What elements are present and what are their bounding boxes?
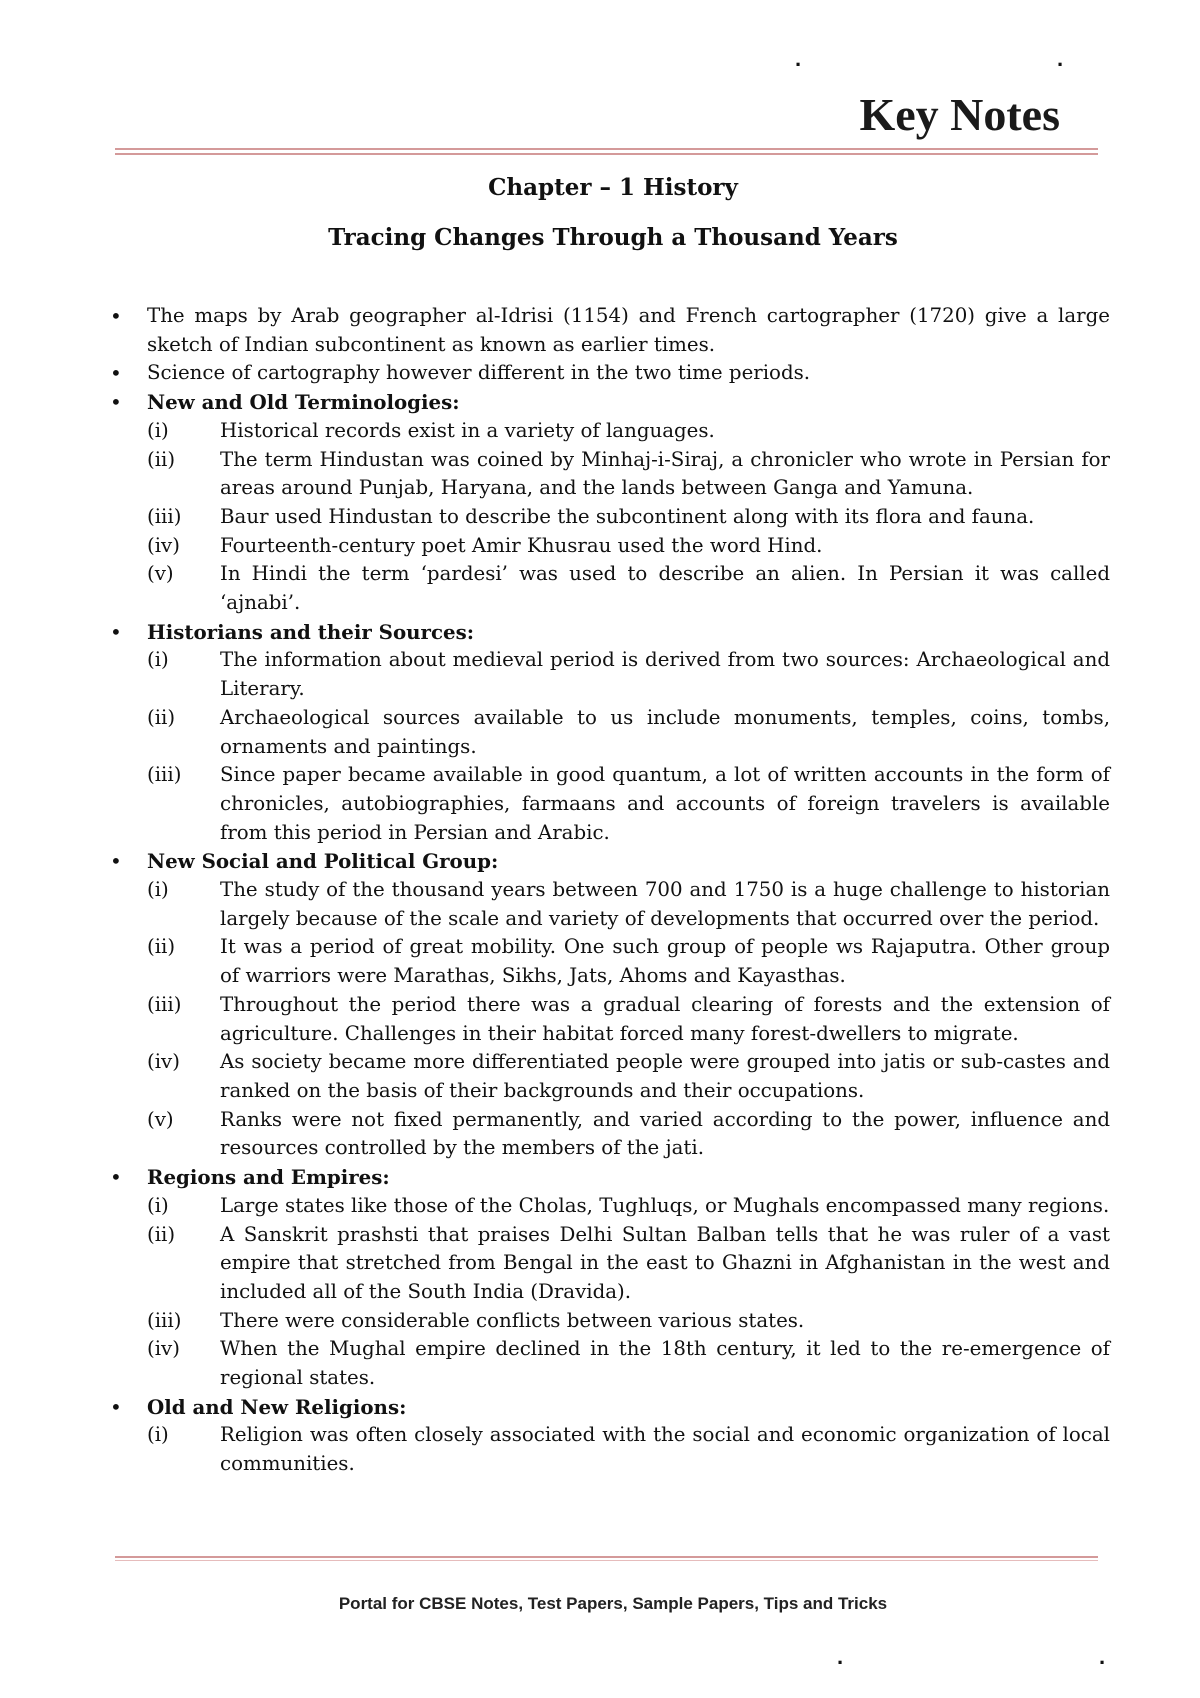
bullet-list bbox=[110, 1393, 1110, 1422]
item-text: When the Mughal empire declined in the 18th century, it led to the re-emergence of regional states. bbox=[220, 1337, 1110, 1390]
item-text: Throughout the period there was a gradual clearing of forests and the extension of agriculture. Challenges in their habitat forced many forest-dwellers to migrate. bbox=[220, 992, 1110, 1045]
page-footer: Portal for CBSE Notes, Test Papers, Sample Papers, Tips and Tricks bbox=[338, 1594, 888, 1613]
list-item bbox=[147, 1106, 1110, 1163]
item-number: (ii) bbox=[147, 1222, 176, 1246]
bullet-section bbox=[110, 1393, 1110, 1422]
list-item bbox=[147, 1192, 1110, 1221]
header-divider bbox=[115, 148, 1098, 155]
item-text: Historical records exist in a variety of languages. bbox=[220, 418, 715, 442]
bullet-icon: • bbox=[110, 619, 122, 644]
decorative-dot: . bbox=[837, 1644, 844, 1669]
list-item bbox=[147, 1048, 1110, 1105]
item-number: (iii) bbox=[147, 504, 182, 528]
item-text: Fourteenth-century poet Amir Khusrau used the word Hind. bbox=[220, 533, 823, 557]
bullet-section bbox=[110, 618, 1110, 647]
item-text: In Hindi the term ‘pardesi’ was used to describe an alien. In Persian it was called ‘ajnabi’. bbox=[220, 562, 1110, 615]
item-number: (v) bbox=[147, 562, 174, 586]
item-number: (ii) bbox=[147, 935, 176, 959]
bullet-list bbox=[110, 302, 1110, 417]
list-item bbox=[147, 532, 1110, 561]
bullet-section bbox=[110, 388, 1110, 417]
item-text: Large states like those of the Cholas, Tughluqs, or Mughals encompassed many regions. bbox=[220, 1193, 1110, 1217]
bullet-item bbox=[110, 302, 1110, 359]
bullet-list bbox=[110, 847, 1110, 876]
list-item bbox=[147, 704, 1110, 761]
list-item bbox=[147, 991, 1110, 1048]
bullet-icon: • bbox=[110, 1394, 122, 1419]
notes-content bbox=[110, 302, 1110, 1479]
item-text: Baur used Hindustan to describe the subcontinent along with its flora and fauna. bbox=[220, 504, 1035, 528]
list-item bbox=[147, 1335, 1110, 1392]
list-item bbox=[147, 417, 1110, 446]
bullet-list bbox=[110, 1163, 1110, 1192]
item-number: (i) bbox=[147, 418, 169, 442]
item-text: Archaeological sources available to us include monuments, temples, coins, tombs, ornaments and paintings. bbox=[220, 705, 1110, 758]
chapter-title: Chapter – 1 History bbox=[488, 174, 738, 201]
bullet-icon: • bbox=[110, 361, 122, 386]
sub-list bbox=[147, 417, 1110, 618]
bullet-list bbox=[110, 618, 1110, 647]
sub-list bbox=[147, 1192, 1110, 1393]
item-number: (iii) bbox=[147, 1308, 182, 1332]
section-heading: Old and New Religions: bbox=[147, 1394, 407, 1419]
section-heading: New Social and Political Group: bbox=[147, 849, 499, 874]
item-number: (iii) bbox=[147, 763, 182, 787]
list-item bbox=[147, 876, 1110, 933]
item-number: (iii) bbox=[147, 992, 182, 1016]
list-item bbox=[147, 761, 1110, 847]
item-number: (i) bbox=[147, 1423, 169, 1447]
list-item bbox=[147, 446, 1110, 503]
list-item bbox=[147, 1221, 1110, 1307]
list-item bbox=[147, 933, 1110, 990]
decorative-dot: . bbox=[1099, 1644, 1106, 1669]
item-text: It was a period of great mobility. One such group of people ws Rajaputra. Other group of warriors were Marathas, Sikhs, Jats, Ahoms and Kayasthas. bbox=[220, 935, 1110, 988]
list-item bbox=[147, 1421, 1110, 1478]
section-heading: Historians and their Sources: bbox=[147, 619, 475, 644]
item-number: (i) bbox=[147, 648, 169, 672]
item-text: The term Hindustan was coined by Minhaj-i-Siraj, a chronicler who wrote in Persian for areas around Punjab, Haryana, and the lands between Ganga and Yamuna. bbox=[220, 447, 1110, 500]
item-number: (v) bbox=[147, 1107, 174, 1131]
list-item bbox=[147, 560, 1110, 617]
item-text: A Sanskrit prashsti that praises Delhi Sultan Balban tells that he was ruler of a vast empire that stretched from Bengal in the east to Ghazni in Afghanistan in the west and included all of the South India (Dravida). bbox=[220, 1222, 1110, 1303]
item-text: Since paper became available in good quantum, a lot of written accounts in the form of chronicles, autobiographies, farmaans and accounts of foreign travelers is available from this period in Persian and Arabic. bbox=[220, 763, 1110, 844]
item-number: (ii) bbox=[147, 705, 176, 729]
item-text: Ranks were not fixed permanently, and varied according to the power, influence and resources controlled by the members of the jati. bbox=[220, 1107, 1110, 1160]
sub-list bbox=[147, 646, 1110, 847]
item-number: (iv) bbox=[147, 1050, 180, 1074]
item-text: There were considerable conflicts between various states. bbox=[220, 1308, 805, 1332]
item-text: The information about medieval period is derived from two sources: Archaeological and Literary. bbox=[220, 648, 1110, 701]
bullet-section bbox=[110, 847, 1110, 876]
bullet-section bbox=[110, 1163, 1110, 1192]
item-number: (iv) bbox=[147, 1337, 180, 1361]
decorative-dot: . bbox=[795, 46, 802, 71]
item-number: (ii) bbox=[147, 447, 176, 471]
item-text: Religion was often closely associated with the social and economic organization of local communities. bbox=[220, 1423, 1110, 1476]
footer-divider bbox=[115, 1556, 1098, 1561]
bullet-text: The maps by Arab geographer al-Idrisi (1154) and French cartographer (1720) give a large sketch of Indian subcontinent as known as earlier times. bbox=[147, 304, 1110, 356]
decorative-dot: . bbox=[1057, 46, 1064, 71]
item-number: (i) bbox=[147, 878, 169, 902]
bullet-icon: • bbox=[110, 390, 122, 415]
bullet-item bbox=[110, 359, 1110, 388]
section-heading: Regions and Empires: bbox=[147, 1165, 390, 1190]
item-text: The study of the thousand years between 700 and 1750 is a huge challenge to historian largely because of the scale and variety of developments that occurred over the period. bbox=[220, 878, 1110, 930]
page-header-title: Key Notes bbox=[859, 89, 1060, 140]
list-item bbox=[147, 503, 1110, 532]
sub-list bbox=[147, 1421, 1110, 1478]
item-number: (i) bbox=[147, 1193, 169, 1217]
chapter-subtitle: Tracing Changes Through a Thousand Years bbox=[328, 224, 898, 251]
list-item bbox=[147, 1307, 1110, 1336]
bullet-icon: • bbox=[110, 849, 122, 874]
sub-list bbox=[147, 876, 1110, 1163]
list-item bbox=[147, 646, 1110, 703]
item-number: (iv) bbox=[147, 533, 180, 557]
section-heading: New and Old Terminologies: bbox=[147, 390, 460, 415]
bullet-icon: • bbox=[110, 1165, 122, 1190]
item-text: As society became more differentiated people were grouped into jatis or sub-castes and ranked on the basis of their backgrounds and their occupations. bbox=[220, 1050, 1110, 1102]
bullet-text: Science of cartography however different in the two time periods. bbox=[147, 361, 811, 385]
bullet-icon: • bbox=[110, 304, 122, 328]
